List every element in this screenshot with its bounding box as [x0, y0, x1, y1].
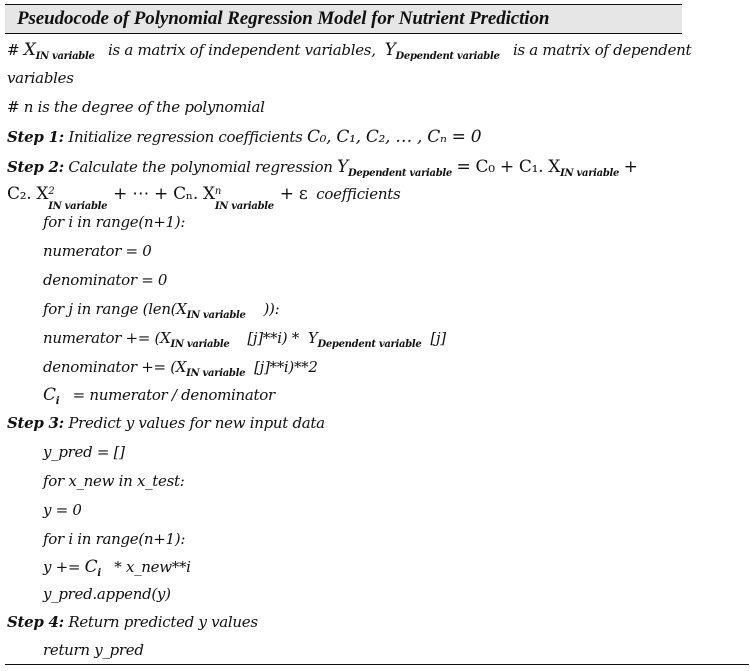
step-1-text: Initialize regression coefficients	[68, 128, 303, 146]
page-title: Pseudocode of Polynomial Regression Model for Nutrient Prediction	[17, 8, 550, 29]
step-2-line	[7, 157, 638, 179]
code-l4a: for j in range (len(X	[43, 300, 187, 318]
step-3-code-4: for i in range(n+1):	[43, 530, 186, 548]
comment-line-2: # n is the degree of the polynomial	[7, 98, 265, 116]
comment-text-c: variables	[7, 69, 74, 87]
bottom-rule	[5, 664, 749, 665]
x-var: X	[23, 40, 36, 60]
step-2-sq: 2	[48, 186, 55, 197]
step-2-y-sub: Dependent variable	[348, 168, 452, 179]
comment-line-1b	[7, 69, 74, 87]
comment-text-b: is a matrix of dependent	[512, 41, 692, 59]
y-var: Y	[384, 40, 396, 60]
step-3-code-1: y_pred = []	[43, 443, 125, 461]
step-2-x-sub-3: IN variable	[214, 201, 274, 212]
step-2-label: Step 2:	[7, 158, 64, 176]
code-l6-sub: IN variable	[186, 368, 246, 379]
step-4-line	[7, 613, 258, 631]
step-3-line	[7, 414, 325, 432]
step-4-code-1: return y_pred	[43, 641, 144, 659]
step-3-code-2: for x_new in x_test:	[43, 472, 185, 490]
step-2-eps: + ε	[279, 184, 308, 204]
code-line-6	[43, 358, 318, 379]
code-l5-ysub: Dependent variable	[317, 339, 422, 350]
step-3-code-3: y = 0	[43, 501, 82, 519]
step-3-text: Predict y values for new input data	[68, 414, 325, 432]
code-l6b: [j]**i)**2	[254, 358, 318, 376]
step-2-plus: +	[623, 157, 638, 177]
code-l5-sub: IN variable	[170, 339, 230, 350]
comment-text-a: is a matrix of independent variables,	[107, 41, 376, 59]
comment-hash: #	[7, 41, 20, 59]
step-2-eq1: = C₀ + C₁. X	[456, 157, 561, 177]
code-line-1: for i in range(n+1):	[43, 213, 186, 231]
code-l4b: )):	[263, 300, 280, 318]
step-2-dots: + ⋯ + Cₙ. X	[113, 184, 215, 204]
x-var-sub: IN variable	[35, 51, 95, 62]
step-3-code-6: y_pred.append(y)	[43, 585, 171, 603]
step-3-code-5	[43, 557, 191, 579]
step-1-line	[7, 127, 481, 147]
step-4-label: Step 4:	[7, 613, 64, 631]
code-l7b: = numerator / denominator	[72, 386, 275, 404]
step-3-l5a: y +=	[43, 558, 81, 576]
code-line-2: numerator = 0	[43, 242, 152, 260]
code-l7i: i	[55, 396, 60, 407]
step-4-text: Return predicted y values	[68, 613, 258, 631]
code-line-3: denominator = 0	[43, 271, 168, 289]
step-2-text: Calculate the polynomial regression	[68, 158, 333, 176]
step-2-n: n	[214, 186, 221, 197]
title-bar	[5, 4, 682, 34]
step-3-l5b: * x_new**i	[114, 558, 191, 576]
step-1-label: Step 1:	[7, 128, 64, 146]
step-1-math: C₀, C₁, C₂, … , Cₙ = 0	[306, 127, 482, 147]
code-l7a: C	[43, 385, 56, 405]
code-l5c: Y	[307, 329, 318, 347]
step-3-l5i: i	[97, 568, 101, 579]
code-l5a: numerator += (X	[43, 329, 171, 347]
code-l6a: denominator += (X	[43, 358, 187, 376]
step-2-coef: coefficients	[316, 185, 401, 203]
step-3-l5c: C	[84, 557, 98, 577]
step-3-label: Step 3:	[7, 414, 64, 432]
y-var-sub: Dependent variable	[395, 51, 500, 62]
step-2-x-sub: IN variable	[560, 168, 620, 179]
code-line-4	[43, 300, 279, 321]
step-2-y: Y	[337, 157, 348, 177]
code-l5d: [j]	[430, 329, 446, 347]
code-line-5	[43, 329, 446, 350]
code-line-7	[43, 385, 275, 407]
code-l4-sub: IN variable	[186, 310, 246, 321]
code-l5b: [j]**i) *	[247, 329, 299, 347]
step-2-line-b	[7, 184, 401, 212]
comment-line-1	[7, 40, 691, 62]
step-2-x-sub-2: IN variable	[48, 201, 108, 212]
step-2-c2: C₂. X	[7, 184, 49, 204]
